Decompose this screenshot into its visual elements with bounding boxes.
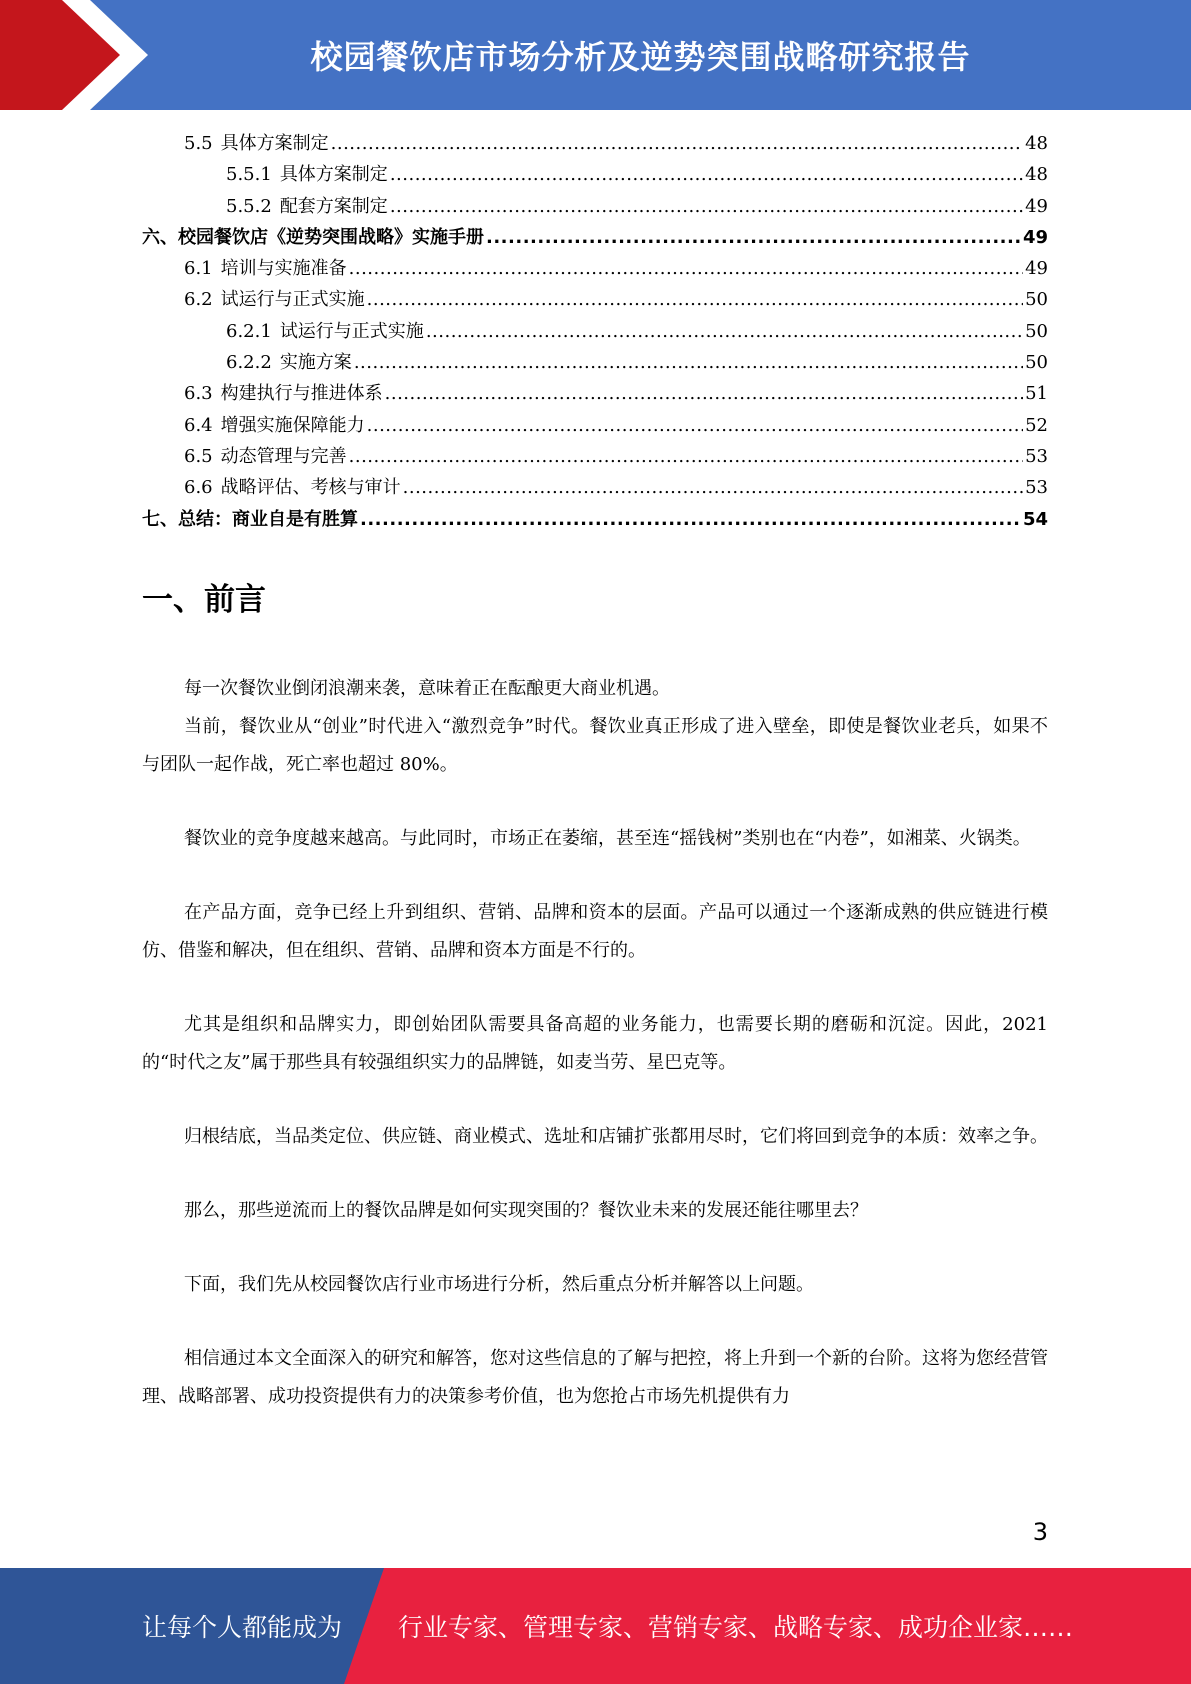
toc-leader-dots xyxy=(349,253,1023,284)
toc-entry-title: 增强实施保障能力 xyxy=(220,414,365,436)
body-text xyxy=(142,670,1048,1416)
toc-entry-label xyxy=(184,128,329,159)
toc-entry[interactable] xyxy=(142,253,1048,284)
toc-entry[interactable] xyxy=(142,284,1048,315)
toc-entry-title: 构建执行与推进体系 xyxy=(220,383,383,405)
toc-entry-title: 试运行与正式实施 xyxy=(220,289,365,311)
toc-entry[interactable] xyxy=(142,504,1048,535)
toc-entry-page: 48 xyxy=(1025,133,1048,154)
toc-entry-page: 52 xyxy=(1025,414,1048,436)
toc-entry-label xyxy=(184,284,365,315)
toc-entry-page: 50 xyxy=(1025,352,1048,374)
toc-entry-page: 50 xyxy=(1025,289,1048,311)
toc-entry-number: 6.6 xyxy=(184,477,213,499)
toc-entry[interactable] xyxy=(142,222,1048,253)
toc-leader-dots xyxy=(486,222,1021,253)
paragraph: 归根结底，当品类定位、供应链、商业模式、选址和店铺扩张都用尽时，它们将回到竞争的本质：效率之争。 xyxy=(184,1126,1048,1147)
toc-entry[interactable] xyxy=(142,378,1048,409)
toc-entry-number: 6.2 xyxy=(184,289,213,311)
toc-leader-dots xyxy=(367,410,1023,441)
toc-entry-label xyxy=(226,316,424,347)
toc-entry-page: 48 xyxy=(1025,164,1048,186)
toc-leader-dots xyxy=(426,316,1023,347)
paragraph: 尤其是组织和品牌实力，即创始团队需要具备高超的业务能力，也需要长期的磨砺和沉淀。因此，2021 的“时代之友”属于那些具有较强组织实力的品牌链，如麦当劳、星巴克等。 xyxy=(142,1014,1048,1073)
toc-entry-page: 49 xyxy=(1022,226,1048,248)
toc-entry-label xyxy=(226,159,388,190)
table-of-contents xyxy=(142,128,1048,535)
toc-entry-title: 总结：商业自是有胜算 xyxy=(178,508,358,530)
toc-entry-number: 5.5.2 xyxy=(226,195,272,217)
toc-entry-title: 配套方案制定 xyxy=(279,195,388,217)
toc-leader-dots xyxy=(349,441,1023,472)
toc-entry-page: 49 xyxy=(1025,195,1048,217)
toc-leader-dots xyxy=(360,504,1021,535)
toc-entry-label xyxy=(184,441,347,472)
toc-entry-label xyxy=(142,504,358,535)
toc-leader-dots xyxy=(367,284,1023,315)
toc-entry[interactable] xyxy=(142,410,1048,441)
toc-entry-title: 具体方案制定 xyxy=(279,164,388,186)
toc-entry-page: 53 xyxy=(1025,445,1048,467)
toc-entry-title: 实施方案 xyxy=(279,352,352,374)
toc-entry-number: 七、 xyxy=(142,508,178,530)
toc-entry-page: 53 xyxy=(1025,477,1048,499)
toc-entry-title: 动态管理与完善 xyxy=(220,445,347,467)
toc-leader-dots xyxy=(354,347,1023,378)
toc-entry[interactable] xyxy=(142,441,1048,472)
paragraph: 当前，餐饮业从“创业”时代进入“激烈竞争”时代。餐饮业真正形成了进入壁垒，即使是餐饮业老兵，如果不与团队一起作战，死亡率也超过 80%。 xyxy=(142,716,1048,775)
toc-entry-label xyxy=(184,410,365,441)
toc-entry-page: 54 xyxy=(1022,508,1048,530)
toc-entry[interactable] xyxy=(142,128,1048,159)
toc-entry-number: 6.4 xyxy=(184,414,213,436)
toc-entry[interactable] xyxy=(142,316,1048,347)
paragraph: 餐饮业的竞争度越来越高。与此同时，市场正在萎缩，甚至连“摇钱树”类别也在“内卷”，如湘菜、火锅类。 xyxy=(184,828,1031,849)
toc-entry-number: 6.2.2 xyxy=(226,352,272,374)
toc-entry-number: 6.1 xyxy=(184,258,213,280)
page-number: 3 xyxy=(1032,1518,1048,1546)
toc-entry-page: 49 xyxy=(1025,258,1048,280)
toc-entry-title: 战略评估、考核与审计 xyxy=(220,477,401,499)
toc-leader-dots xyxy=(390,191,1023,222)
header-title: 校园餐饮店市场分析及逆势突围战略研究报告 xyxy=(310,38,971,76)
toc-entry-title: 具体方案制定 xyxy=(220,133,329,154)
header-chevron-icon xyxy=(0,0,160,110)
page-header xyxy=(0,0,1191,110)
toc-entry[interactable] xyxy=(142,472,1048,503)
toc-entry[interactable] xyxy=(142,191,1048,222)
footer-slogan-right: 行业专家、管理专家、营销专家、战略专家、成功企业家…… xyxy=(398,1613,1074,1642)
page-footer xyxy=(0,1568,1191,1684)
toc-entry[interactable] xyxy=(142,347,1048,378)
toc-entry-title: 培训与实施准备 xyxy=(220,258,347,280)
toc-leader-dots xyxy=(390,159,1023,190)
toc-entry-title: 校园餐饮店《逆势突围战略》实施手册 xyxy=(178,226,484,248)
toc-entry-label xyxy=(226,191,388,222)
paragraph: 在产品方面，竞争已经上升到组织、营销、品牌和资本的层面。产品可以通过一个逐渐成熟的供应链进行模仿、借鉴和解决，但在组织、营销、品牌和资本方面是不行的。 xyxy=(142,902,1048,961)
toc-entry-label xyxy=(142,222,484,253)
section-title: 一、前言 xyxy=(142,582,266,618)
toc-leader-dots xyxy=(403,472,1023,503)
toc-leader-dots xyxy=(331,128,1023,159)
toc-entry-page: 50 xyxy=(1025,320,1048,342)
toc-leader-dots xyxy=(385,378,1023,409)
toc-entry-number: 5.5 xyxy=(184,133,213,154)
toc-entry-label xyxy=(226,347,352,378)
paragraph: 下面，我们先从校园餐饮店行业市场进行分析，然后重点分析并解答以上问题。 xyxy=(184,1274,814,1295)
paragraph: 那么，那些逆流而上的餐饮品牌是如何实现突围的？餐饮业未来的发展还能往哪里去？ xyxy=(184,1200,868,1221)
toc-entry-number: 6.5 xyxy=(184,445,213,467)
toc-entry-number: 六、 xyxy=(142,226,178,248)
toc-entry-label xyxy=(184,253,347,284)
toc-entry-number: 6.3 xyxy=(184,383,213,405)
toc-entry-label xyxy=(184,378,383,409)
toc-entry-number: 5.5.1 xyxy=(226,164,272,186)
toc-entry-label xyxy=(184,472,401,503)
toc-entry-page: 51 xyxy=(1025,383,1048,405)
toc-entry-title: 试运行与正式实施 xyxy=(279,320,424,342)
toc-entry-number: 6.2.1 xyxy=(226,320,272,342)
toc-entry[interactable] xyxy=(142,159,1048,190)
paragraph: 每一次餐饮业倒闭浪潮来袭，意味着正在酝酿更大商业机遇。 xyxy=(184,678,670,699)
footer-slogan-left: 让每个人都能成为 xyxy=(142,1613,343,1642)
paragraph: 相信通过本文全面深入的研究和解答，您对这些信息的了解与把控，将上升到一个新的台阶。这将为您经营管理、战略部署、成功投资提供有力的决策参考价值，也为您抢占市场先机提供有力 xyxy=(142,1348,1048,1407)
